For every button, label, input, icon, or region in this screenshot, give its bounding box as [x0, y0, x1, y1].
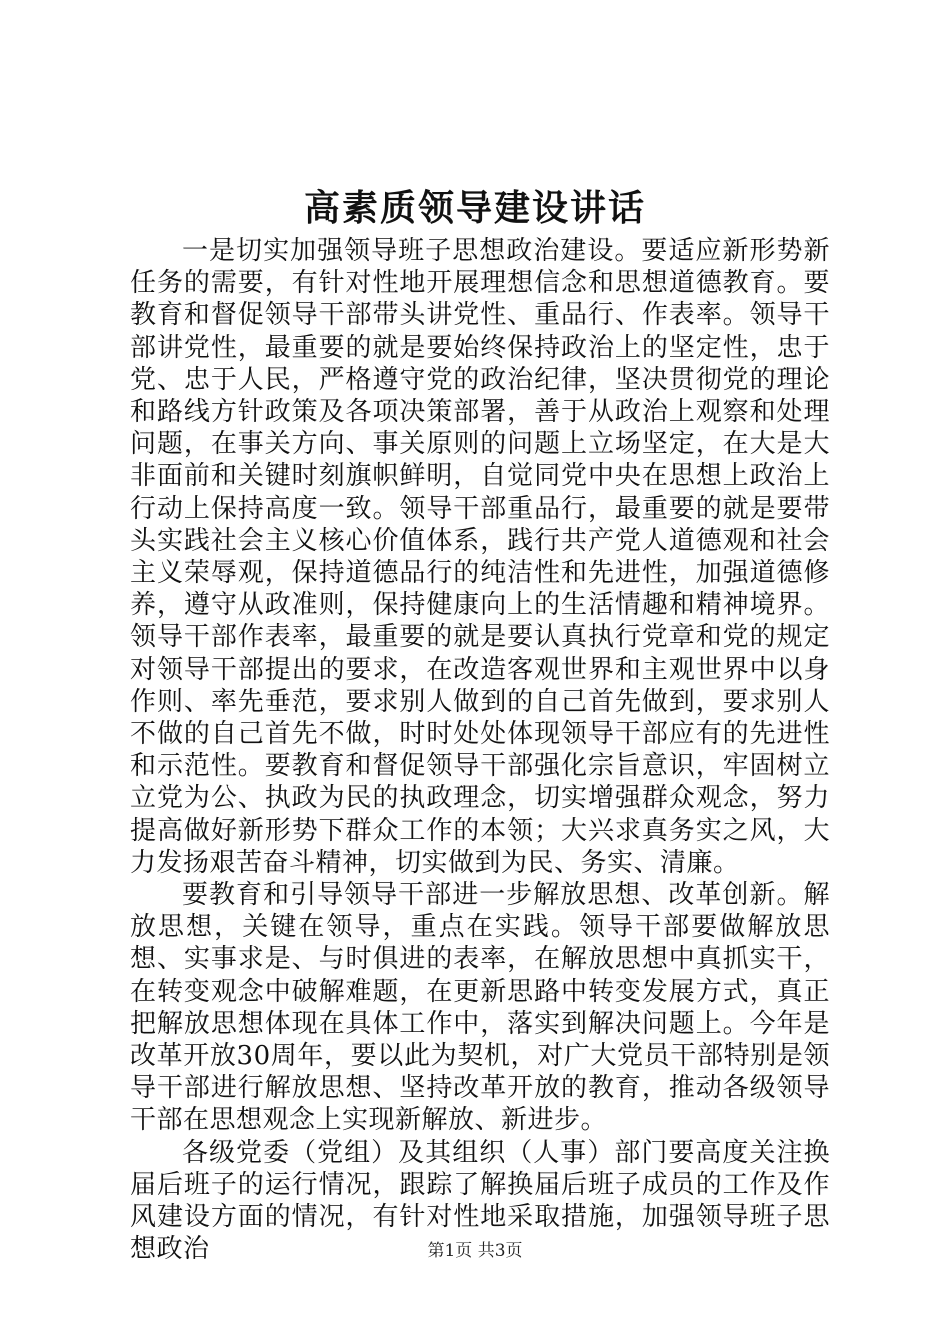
paragraph-3: 各级党委（党组）及其组织（人事）部门要高度关注换届后班子的运行情况，跟踪了解换届后班子成员的工作及作风建设方面的情况，有针对性地采取措施，加强领导班子思想政治 — [130, 1137, 830, 1265]
page-footer: 第1页 共3页 — [427, 1241, 523, 1261]
paragraph-1: 一是切实加强领导班子思想政治建设。要适应新形势新任务的需要，有针对性地开展理想信念和思想道德教育。要教育和督促领导干部带头讲党性、重品行、作表率。领导干部讲党性，最重要的就是要始终保持政治上的坚定性，忠于党、忠于人民，严格遵守党的政治纪律，坚决贯彻党的理论和路线方针政策及各项决策部署，善于从政治上观察和处理问题，在事关方向、事关原则的问题上立场坚定，在大是大非面前和关键时刻旗帜鲜明，自觉同党中央在思想上政治上行动上保持高度一致。领导干部重品行，最重要的就是要带头实践社会主义核心价值体系，践行共产党人道德观和社会主义荣辱观，保持道德品行的纯洁性和先进性，加强道德修养，遵守从政准则，保持健康向上的生活情趣和精神境界。领导干部作表率，最重要的就是要认真执行党章和党的规定对领导干部提出的要求，在改造客观世界和主观世界中以身作则、率先垂范，要求别人做到的自己首先做到，要求别人不做的自己首先不做，时时处处体现领导干部应有的先进性和示范性。要教育和督促领导干部强化宗旨意识，牢固树立立党为公、执政为民的执政理念，切实增强群众观念，努力提高做好新形势下群众工作的本领；大兴求真务实之风，大力发扬艰苦奋斗精神，切实做到为民、务实、清廉。 — [130, 236, 830, 878]
document-body — [130, 235, 830, 1266]
paragraph-2: 要教育和引导领导干部进一步解放思想、改革创新。解放思想，关键在领导，重点在实践。领导干部要做解放思想、实事求是、与时俱进的表率，在解放思想中真抓实干，在转变观念中破解难题，在更新思路中转变发展方式，真正把解放思想体现在具体工作中，落实到解决问题上。今年是改革开放30周年，要以此为契机，对广大党员干部特别是领导干部进行解放思想、坚持改革开放的教育，推动各级领导干部在思想观念上实现新解放、新进步。 — [130, 880, 830, 1136]
document-title: 高素质领导建设讲话 — [303, 187, 646, 229]
